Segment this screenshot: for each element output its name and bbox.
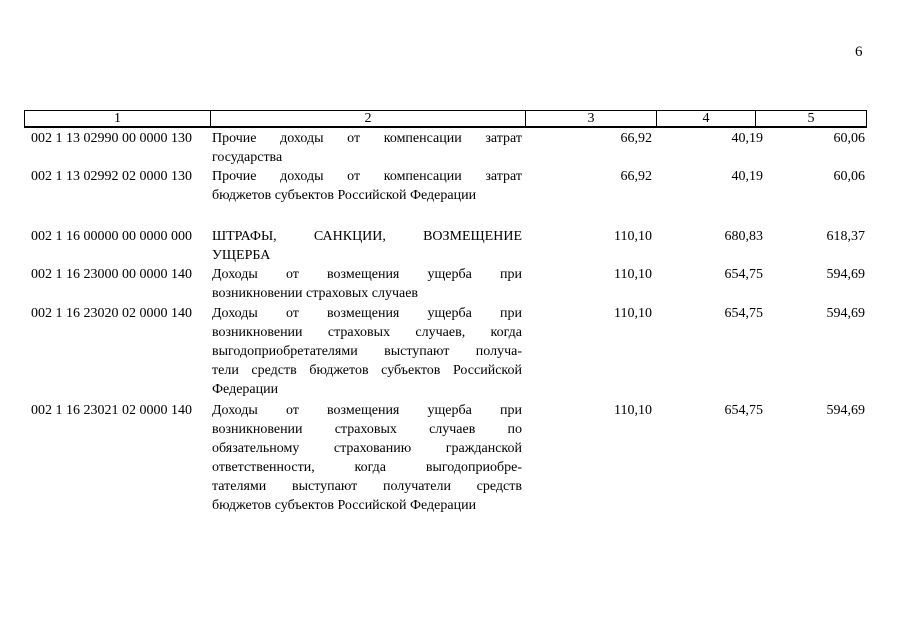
row-code: 002 1 16 23000 00 0000 140 (31, 267, 192, 282)
column-header-1: 1 (25, 111, 211, 128)
description-line: Прочие доходы от компенсации затрат (212, 169, 522, 184)
row-description (212, 401, 522, 515)
row-description (212, 129, 522, 167)
row-value-3: 110,10 (614, 403, 652, 418)
row-value-5: 594,69 (826, 267, 865, 282)
page-number: 6 (855, 44, 863, 60)
column-header-row (25, 111, 867, 128)
description-line: возникновении страховых случаев (212, 286, 419, 301)
row-value-5: 60,06 (833, 169, 865, 184)
row-value-4: 654,75 (724, 403, 763, 418)
description-line: ответственности, когда выгодоприобре- (212, 460, 522, 475)
row-code: 002 1 16 23021 02 0000 140 (31, 403, 192, 418)
description-line: бюджетов субъектов Российской Федерации (212, 498, 477, 513)
row-code: 002 1 13 02990 00 0000 130 (31, 131, 192, 146)
row-description (212, 304, 522, 399)
description-line: тели средств бюджетов субъектов Российской (212, 363, 522, 378)
description-line: государства (212, 150, 283, 165)
description-line: бюджетов субъектов Российской Федерации (212, 188, 477, 203)
description-line: ШТРАФЫ, САНКЦИИ, ВОЗМЕЩЕНИЕ (212, 229, 522, 244)
description-line: Доходы от возмещения ущерба при (212, 306, 522, 321)
row-value-4: 680,83 (724, 229, 763, 244)
description-line: Федерации (212, 382, 279, 397)
description-line: Доходы от возмещения ущерба при (212, 403, 522, 418)
column-header-table (24, 110, 867, 128)
row-code: 002 1 16 23020 02 0000 140 (31, 306, 192, 321)
row-value-5: 618,37 (826, 229, 865, 244)
row-code: 002 1 13 02992 02 0000 130 (31, 169, 192, 184)
description-line: УЩЕРБА (212, 248, 271, 263)
row-value-3: 110,10 (614, 267, 652, 282)
row-value-3: 66,92 (620, 169, 652, 184)
row-value-3: 110,10 (614, 306, 652, 321)
column-header-3: 3 (526, 111, 657, 128)
description-line: возникновении страховых случаев по (212, 422, 522, 437)
row-value-3: 110,10 (614, 229, 652, 244)
row-value-5: 60,06 (833, 131, 865, 146)
row-code: 002 1 16 00000 00 0000 000 (31, 229, 192, 244)
row-value-5: 594,69 (826, 306, 865, 321)
description-line: Доходы от возмещения ущерба при (212, 267, 522, 282)
description-line: обязательному страхованию гражданской (212, 441, 522, 456)
row-value-3: 66,92 (620, 131, 652, 146)
row-description (212, 227, 522, 265)
row-description (212, 265, 522, 303)
column-header-2: 2 (211, 111, 526, 128)
row-value-4: 654,75 (724, 306, 763, 321)
row-description (212, 167, 522, 205)
row-value-5: 594,69 (826, 403, 865, 418)
description-line: возникновении страховых случаев, когда (212, 325, 522, 340)
row-value-4: 654,75 (724, 267, 763, 282)
row-value-4: 40,19 (731, 131, 763, 146)
description-line: тателями выступают получатели средств (212, 479, 522, 494)
column-header-4: 4 (657, 111, 756, 128)
description-line: Прочие доходы от компенсации затрат (212, 131, 522, 146)
row-value-4: 40,19 (731, 169, 763, 184)
column-header-5: 5 (756, 111, 867, 128)
description-line: выгодоприобретателями выступают получа- (212, 344, 522, 359)
